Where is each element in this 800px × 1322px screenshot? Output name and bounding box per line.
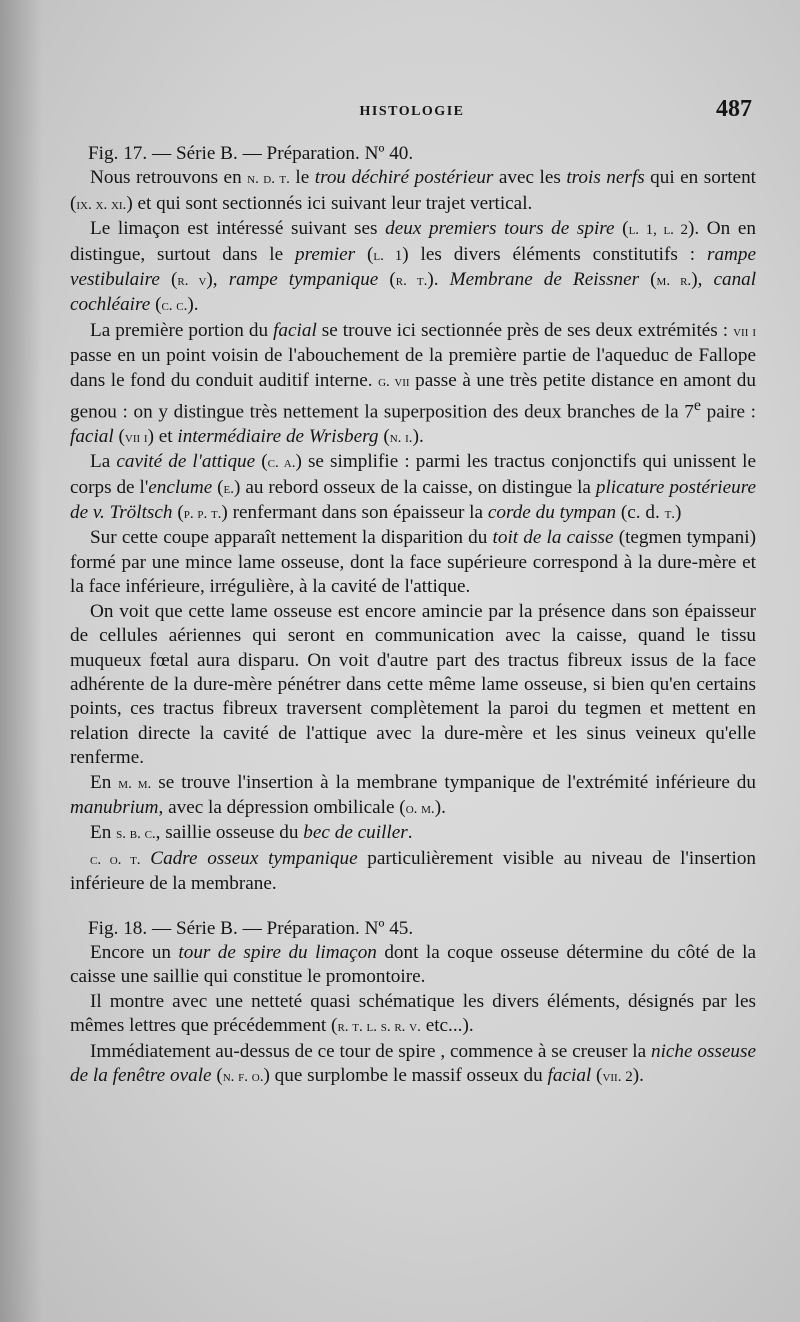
abbreviation: vii i <box>733 323 757 340</box>
abbreviation: n. i. <box>389 429 413 446</box>
italic-term: corde du tympan <box>487 502 617 524</box>
page-number: 487 <box>716 96 752 122</box>
paragraph: La cavité de l'attique (c. a.) se simplifie : parmi les tractus conjonctifs qui unissent le corps de l'enclume (e.) au rebord osseux de la caisse, on distingue la plicature postérieure de v. Tröltsch (p. p. t.) renfermant dans son épaisseur la corde du tympan (c. d. t.) <box>70 451 757 524</box>
abbreviation: p. p. t. <box>183 506 222 523</box>
paragraph: Sur cette coupe apparaît nettement la disparition du toit de la caisse (tegmen tympani) formé par une mince lame osseuse, dont la face supérieure correspond à la dure-mère et la face inférieure, irrégulière, à la cavité de l'attique. <box>70 527 756 598</box>
page-header <box>72 96 752 132</box>
abbreviation: m. m. <box>118 775 152 792</box>
italic-term: premier <box>295 243 356 265</box>
italic-term: niche osseuse de la fenêtre ovale <box>70 1040 756 1087</box>
abbreviation: s. b. c. <box>116 826 156 843</box>
italic-term: enclume <box>148 476 213 498</box>
paragraph: En s. b. c., saillie osseuse du bec de cuiller. <box>90 822 413 844</box>
paragraph: c. o. t. Cadre osseux tympanique particulièrement visible au niveau de l'insertion inférieure de la membrane. <box>70 847 757 895</box>
italic-term: Cadre osseux tympanique <box>150 847 358 869</box>
abbreviation: r. t. <box>395 273 428 290</box>
italic-term: facial <box>70 425 114 447</box>
paragraph: On voit que cette lame osseuse est encore amincie par la présence dans son épaisseur de cellules aériennes qui seront en communication avec la caisse, quand le tissu muqueux fœtal aura disparu. On voit d'autre part des tractus fibreux issus de la face adhérente de la dure-mère pénétrer dans cette même lame osseuse, si bien qu'en certains points, ces tractus fibreux traversent complètement la paroi du tegmen et mettent en relation directe la cavité de l'attique avec la dure-mère et les sinus veineux qu'elle renferme. <box>70 600 756 769</box>
abbreviation: t. <box>664 506 676 523</box>
italic-term: Membrane de Reissner <box>449 269 640 291</box>
figure-17-caption: Fig. 17. — Série B. — Préparation. Nº 40. <box>88 143 414 164</box>
abbreviation: r. v <box>177 273 207 290</box>
abbreviation: n. f. o. <box>222 1069 264 1086</box>
paragraph: Encore un tour de spire du limaçon dont la coque osseuse détermine du côté de la caisse une saillie qui constitue le promontoire. <box>70 941 756 988</box>
abbreviation: vii. 2 <box>602 1069 633 1086</box>
abbreviation: c. a. <box>267 455 296 472</box>
body-text <box>70 142 756 1089</box>
abbreviation: n. d. t. <box>247 171 290 188</box>
abbreviation: ix. x. xi. <box>76 196 127 213</box>
italic-term: trois nerfs <box>566 167 645 189</box>
paragraph: Il montre avec une netteté quasi schématique les divers éléments, désignés par les mêmes lettres que précédemment (r. t. l. s. r. v. etc...). <box>70 990 756 1037</box>
italic-term: plicature postérieure de v. Tröltsch <box>70 476 757 524</box>
paragraph: Le limaçon est intéressé suivant ses deux premiers tours de spire (l. 1, l. 2). On en distingue, surtout dans le premier (l. 1) les divers éléments constitutifs : rampe vestibulaire (r. v), rampe tympanique (r. t.). Membrane de Reissner (m. r.), canal cochléaire (c. c.). <box>70 218 757 316</box>
abbreviation: l. 1 <box>373 247 403 264</box>
italic-term: tour de spire du limaçon <box>178 941 377 963</box>
abbreviation: c. c. <box>161 298 188 315</box>
figure-18-caption: Fig. 18. — Série B. — Préparation. Nº 45. <box>88 917 414 939</box>
italic-term: facial <box>273 319 317 341</box>
italic-term: intermédiaire de Wrisberg <box>177 425 379 447</box>
abbreviation: e. <box>223 480 235 497</box>
italic-term: canal cochléaire <box>70 269 757 316</box>
running-head: HISTOLOGIE <box>359 104 465 119</box>
italic-term: facial <box>547 1065 592 1087</box>
paragraph: La première portion du facial se trouve ici sectionnée près de ses deux extrémités : vii i passe en un point voisin de l'abouchement de la première partie de l'aqueduc de Fallope dans le fond du conduit auditif interne. g. vii passe à une très petite distance en amont du genou : on y distingue très nettement la superposition des deux branches de la 7e paire : facial (vii i) et intermédiaire de Wrisberg (n. i.). <box>70 319 757 447</box>
paragraph: Nous retrouvons en n. d. t. le trou déchiré postérieur avec les trois nerfs qui en sortent (ix. x. xi.) et qui sont sectionnés ici suivant leur trajet vertical. <box>70 167 756 214</box>
abbreviation: l. 1, l. 2 <box>628 222 688 239</box>
abbreviation: o. m. <box>405 800 435 817</box>
paragraph: Immédiatement au-dessus de ce tour de spire , commence à se creuser la niche osseuse de la fenêtre ovale (n. f. o.) que surplombe le massif osseux du facial (vii. 2). <box>70 1040 756 1087</box>
page-gutter-shadow <box>0 0 42 1322</box>
italic-term: rampe tympanique <box>228 269 379 291</box>
italic-term: trou déchiré postérieur <box>314 167 494 189</box>
italic-term: toit de la caisse <box>492 527 614 549</box>
paragraph: En m. m. se trouve l'insertion à la membrane tympanique de l'extrémité inférieure du manubrium, avec la dépression ombilicale (o. m.). <box>70 771 756 818</box>
superscript: e <box>693 397 701 415</box>
abbreviation: g. vii <box>378 373 410 390</box>
italic-term: cavité de l'attique <box>116 451 256 473</box>
abbreviation: vii i <box>124 429 148 446</box>
abbreviation: m. r. <box>656 273 692 290</box>
italic-term: manubrium <box>70 796 159 818</box>
italic-term: bec de cuiller <box>303 822 408 844</box>
abbreviation: r. t. l. s. r. v. <box>337 1019 421 1036</box>
italic-term: rampe vestibulaire <box>70 243 757 291</box>
italic-term: deux premiers tours de spire <box>385 218 615 240</box>
abbreviation: c. o. t. <box>90 851 141 868</box>
